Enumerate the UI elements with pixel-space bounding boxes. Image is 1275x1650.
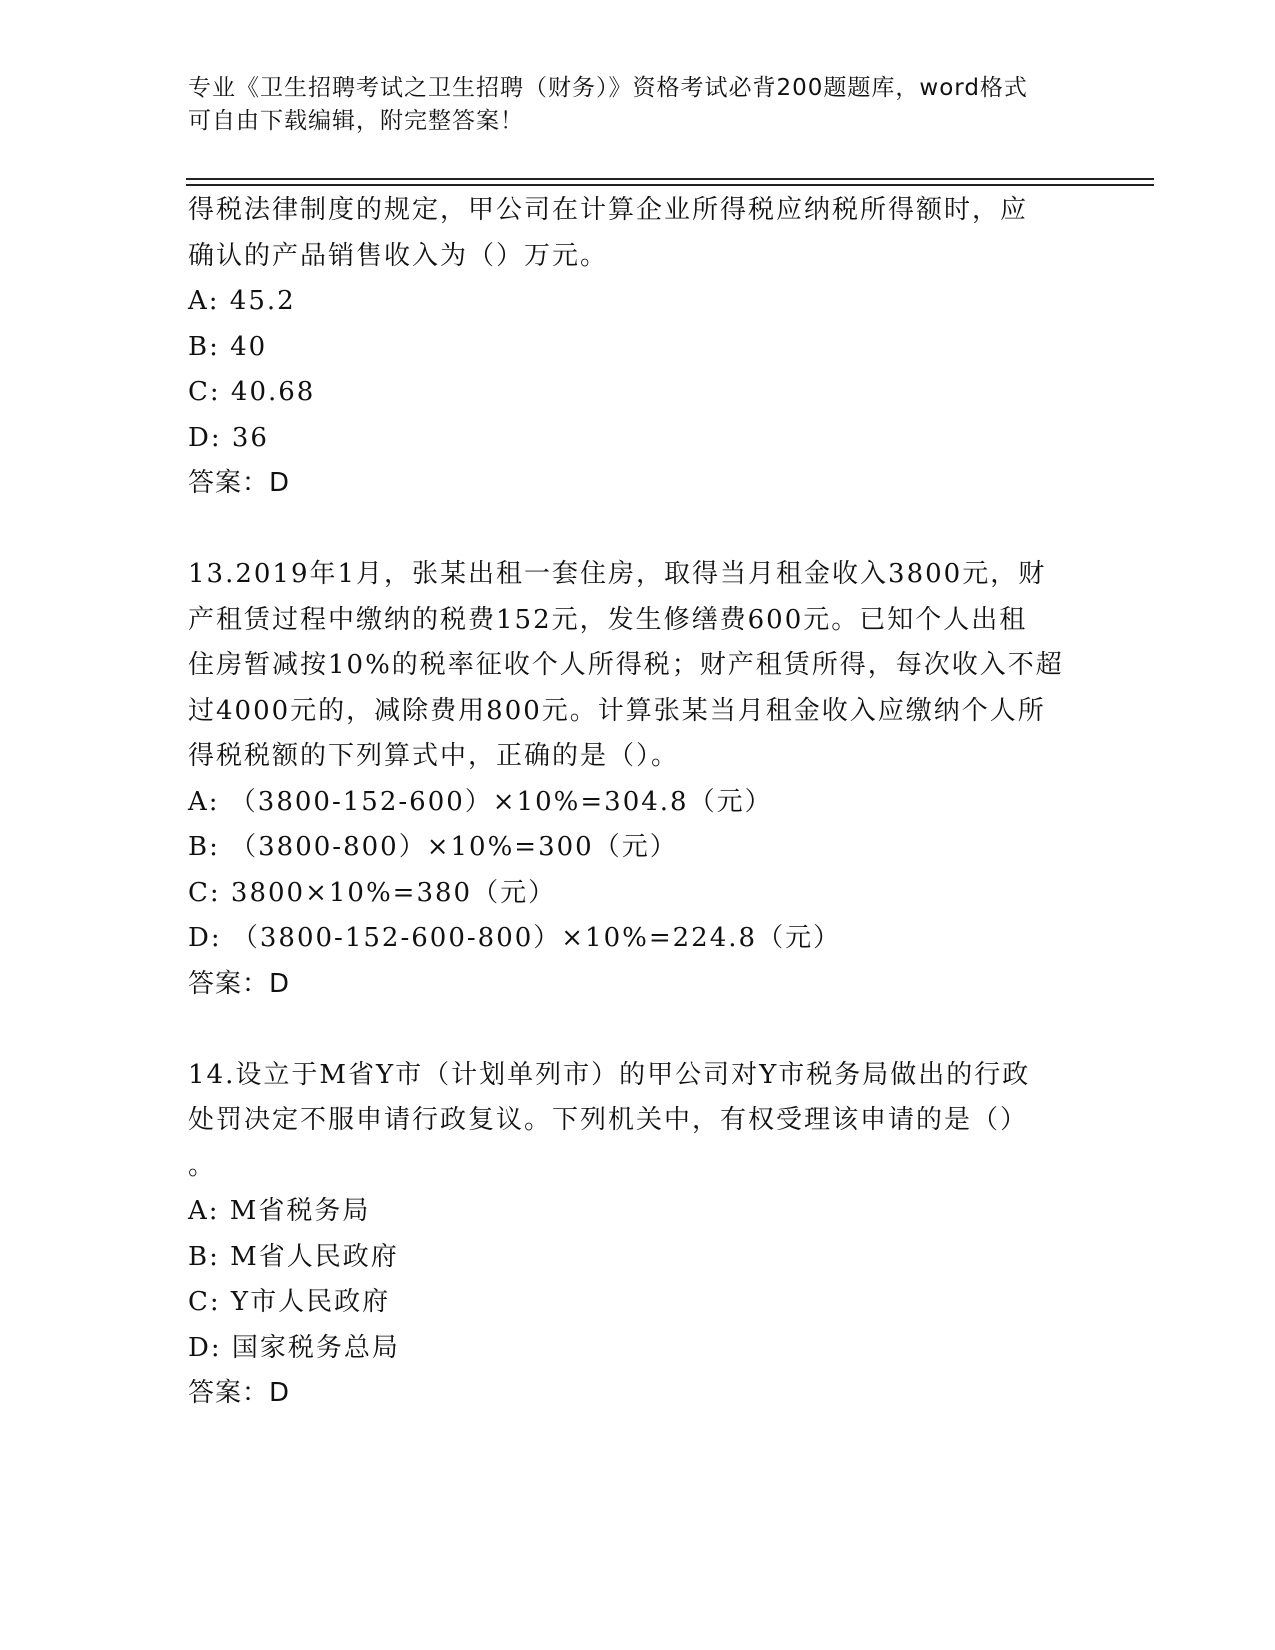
question-stem-line: 14.设立于M省Y市（计划单列市）的甲公司对Y市税务局做出的行政 <box>188 1059 1031 1090</box>
question-stem-line: 。 <box>188 1150 217 1181</box>
question-stem-line: 过4000元的，减除费用800元。计算张某当月租金收入应缴纳个人所 <box>188 695 1046 726</box>
answer: 答案：D <box>188 468 291 498</box>
question-stem-line: 产租赁过程中缴纳的税费152元，发生修缮费600元。已知个人出租 <box>188 604 1028 635</box>
question-stem-line: 13.2019年1月，张某出租一套住房，取得当月租金收入3800元，财 <box>188 559 1047 589</box>
question-13 <box>188 552 1088 1007</box>
spacer <box>188 1007 1088 1053</box>
document-header <box>188 72 1088 138</box>
question-stem-line: 处罚决定不服申请行政复议。下列机关中，有权受理该申请的是（） <box>188 1105 1029 1135</box>
option-b: B: M省人民政府 <box>188 1241 399 1272</box>
option-b: B: 40 <box>188 331 268 362</box>
question-12 <box>188 188 1088 507</box>
option-d: D: （3800-152-600-800）×10%=224.8（元） <box>188 923 842 953</box>
header-divider-bottom <box>186 184 1154 186</box>
header-line-1: 专业《卫生招聘考试之卫生招聘（财务）》资格考试必背200题题库，word格式 <box>188 75 1028 101</box>
option-c: C: Y市人民政府 <box>188 1287 391 1317</box>
option-a: A: 45.2 <box>188 286 296 316</box>
header-divider-top <box>186 178 1154 180</box>
question-14 <box>188 1053 1088 1417</box>
option-d: D: 国家税务总局 <box>188 1332 400 1363</box>
option-d: D: 36 <box>188 422 269 453</box>
option-c: C: 3800×10%=380（元） <box>188 877 557 908</box>
answer: 答案：D <box>188 1378 291 1408</box>
option-a: A: M省税务局 <box>188 1196 371 1226</box>
question-stem-line: 确认的产品销售收入为（）万元。 <box>188 240 609 271</box>
answer: 答案：D <box>188 968 291 999</box>
spacer <box>188 507 1088 553</box>
option-a: A: （3800-152-600）×10%=304.8（元） <box>188 786 773 817</box>
question-stem-line: 得税法律制度的规定，甲公司在计算企业所得税应纳税所得额时，应 <box>188 195 1029 225</box>
question-stem-line: 得税税额的下列算式中，正确的是（）。 <box>188 741 680 771</box>
question-stem-line: 住房暂减按10%的税率征收个人所得税；财产租赁所得，每次收入不超 <box>188 650 1064 680</box>
option-b: B: （3800-800）×10%=300（元） <box>188 832 678 862</box>
header-line-2: 可自由下载编辑，附完整答案！ <box>188 108 524 134</box>
document-body <box>188 188 1088 1417</box>
option-c: C: 40.68 <box>188 377 316 407</box>
